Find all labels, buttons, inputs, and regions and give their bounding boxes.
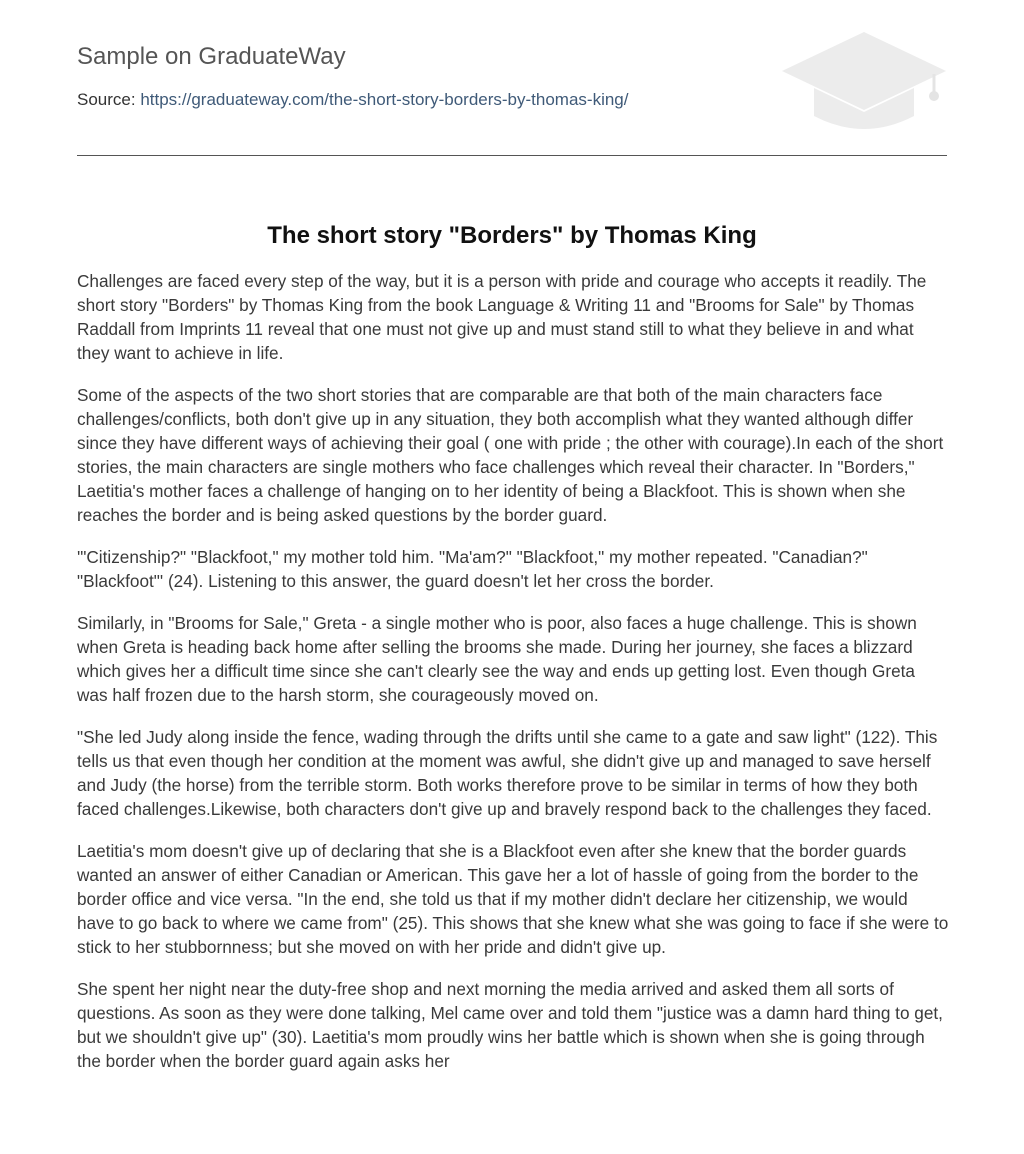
graduation-cap-icon (780, 30, 950, 134)
source-label: Source: (77, 90, 136, 109)
source-line (77, 90, 628, 110)
article-body (77, 269, 949, 1091)
page-header (77, 0, 947, 156)
paragraph: "She led Judy along inside the fence, wading through the drifts until she came to a gate and saw light" (122). This tells us that even though her condition at the moment was awful, she didn't give up and managed to save herself and Judy (the horse) from the terrible storm. Both works therefore prove to be similar in terms of how they both faced challenges.Likewise, both characters don't give up and bravely respond back to the challenges they faced. (77, 727, 938, 819)
source-link[interactable]: https://graduateway.com/the-short-story-borders-by-thomas-king/ (140, 90, 629, 109)
paragraph: Similarly, in "Brooms for Sale," Greta - a single mother who is poor, also faces a huge challenge. This is shown when Greta is heading back home after selling the brooms she made. During her journey, she faces a blizzard which gives her a difficult time since she can't clearly see the way and ends up getting lost. Even though Greta was half frozen due to the harsh storm, she courageously moved on. (77, 613, 917, 705)
paragraph: Challenges are faced every step of the way, but it is a person with pride and courage who accepts it readily. The short story "Borders" by Thomas King from the book Language & Writing 11 and "Brooms for Sale" by Thomas Raddall from Imprints 11 reveal that one must not give up and must stand still to what they believe in and what they want to achieve in life. (77, 271, 927, 363)
paragraph: Laetitia's mom doesn't give up of declaring that she is a Blackfoot even after she knew that the border guards wanted an answer of either Canadian or American. This gave her a lot of hassle of going from the border to the border office and vice versa. "In the end, she told us that if my mother didn't declare her citizenship, we would have to go back to where we came from" (25). This shows that she knew what she was going to face if she were to stick to her stubbornness; but she moved on with her pride and didn't give up. (77, 841, 949, 957)
header-divider (77, 155, 947, 156)
document-title: The short story "Borders" by Thomas King (267, 222, 757, 250)
paragraph: She spent her night near the duty-free shop and next morning the media arrived and asked them all sorts of questions. As soon as they were done talking, Mel came over and told them "justice was a damn hard thing to get, but we shouldn't give up" (30). Laetitia's mom proudly wins her battle which is shown when she is going through the border when the border guard again asks her (77, 979, 943, 1071)
paragraph: '"Citizenship?" "Blackfoot," my mother told him. "Ma'am?" "Blackfoot," my mother repeated. "Canadian?" "Blackfoot"' (24). Listening to this answer, the guard doesn't let her cross the border. (77, 547, 868, 591)
site-title: Sample on GraduateWay (77, 43, 346, 70)
paragraph: Some of the aspects of the two short stories that are comparable are that both of the main characters face challenges/conflicts, both don't give up in any situation, they both accomplish what they wanted although differ since they have different ways of achieving their goal ( one with pride ; the other with courage).In each of the short stories, the main characters are single mothers who face challenges which reveal their character. In "Borders," Laetitia's mother faces a challenge of hanging on to her identity of being a Blackfoot. This is shown when she reaches the border and is being asked questions by the border guard. (77, 385, 944, 525)
